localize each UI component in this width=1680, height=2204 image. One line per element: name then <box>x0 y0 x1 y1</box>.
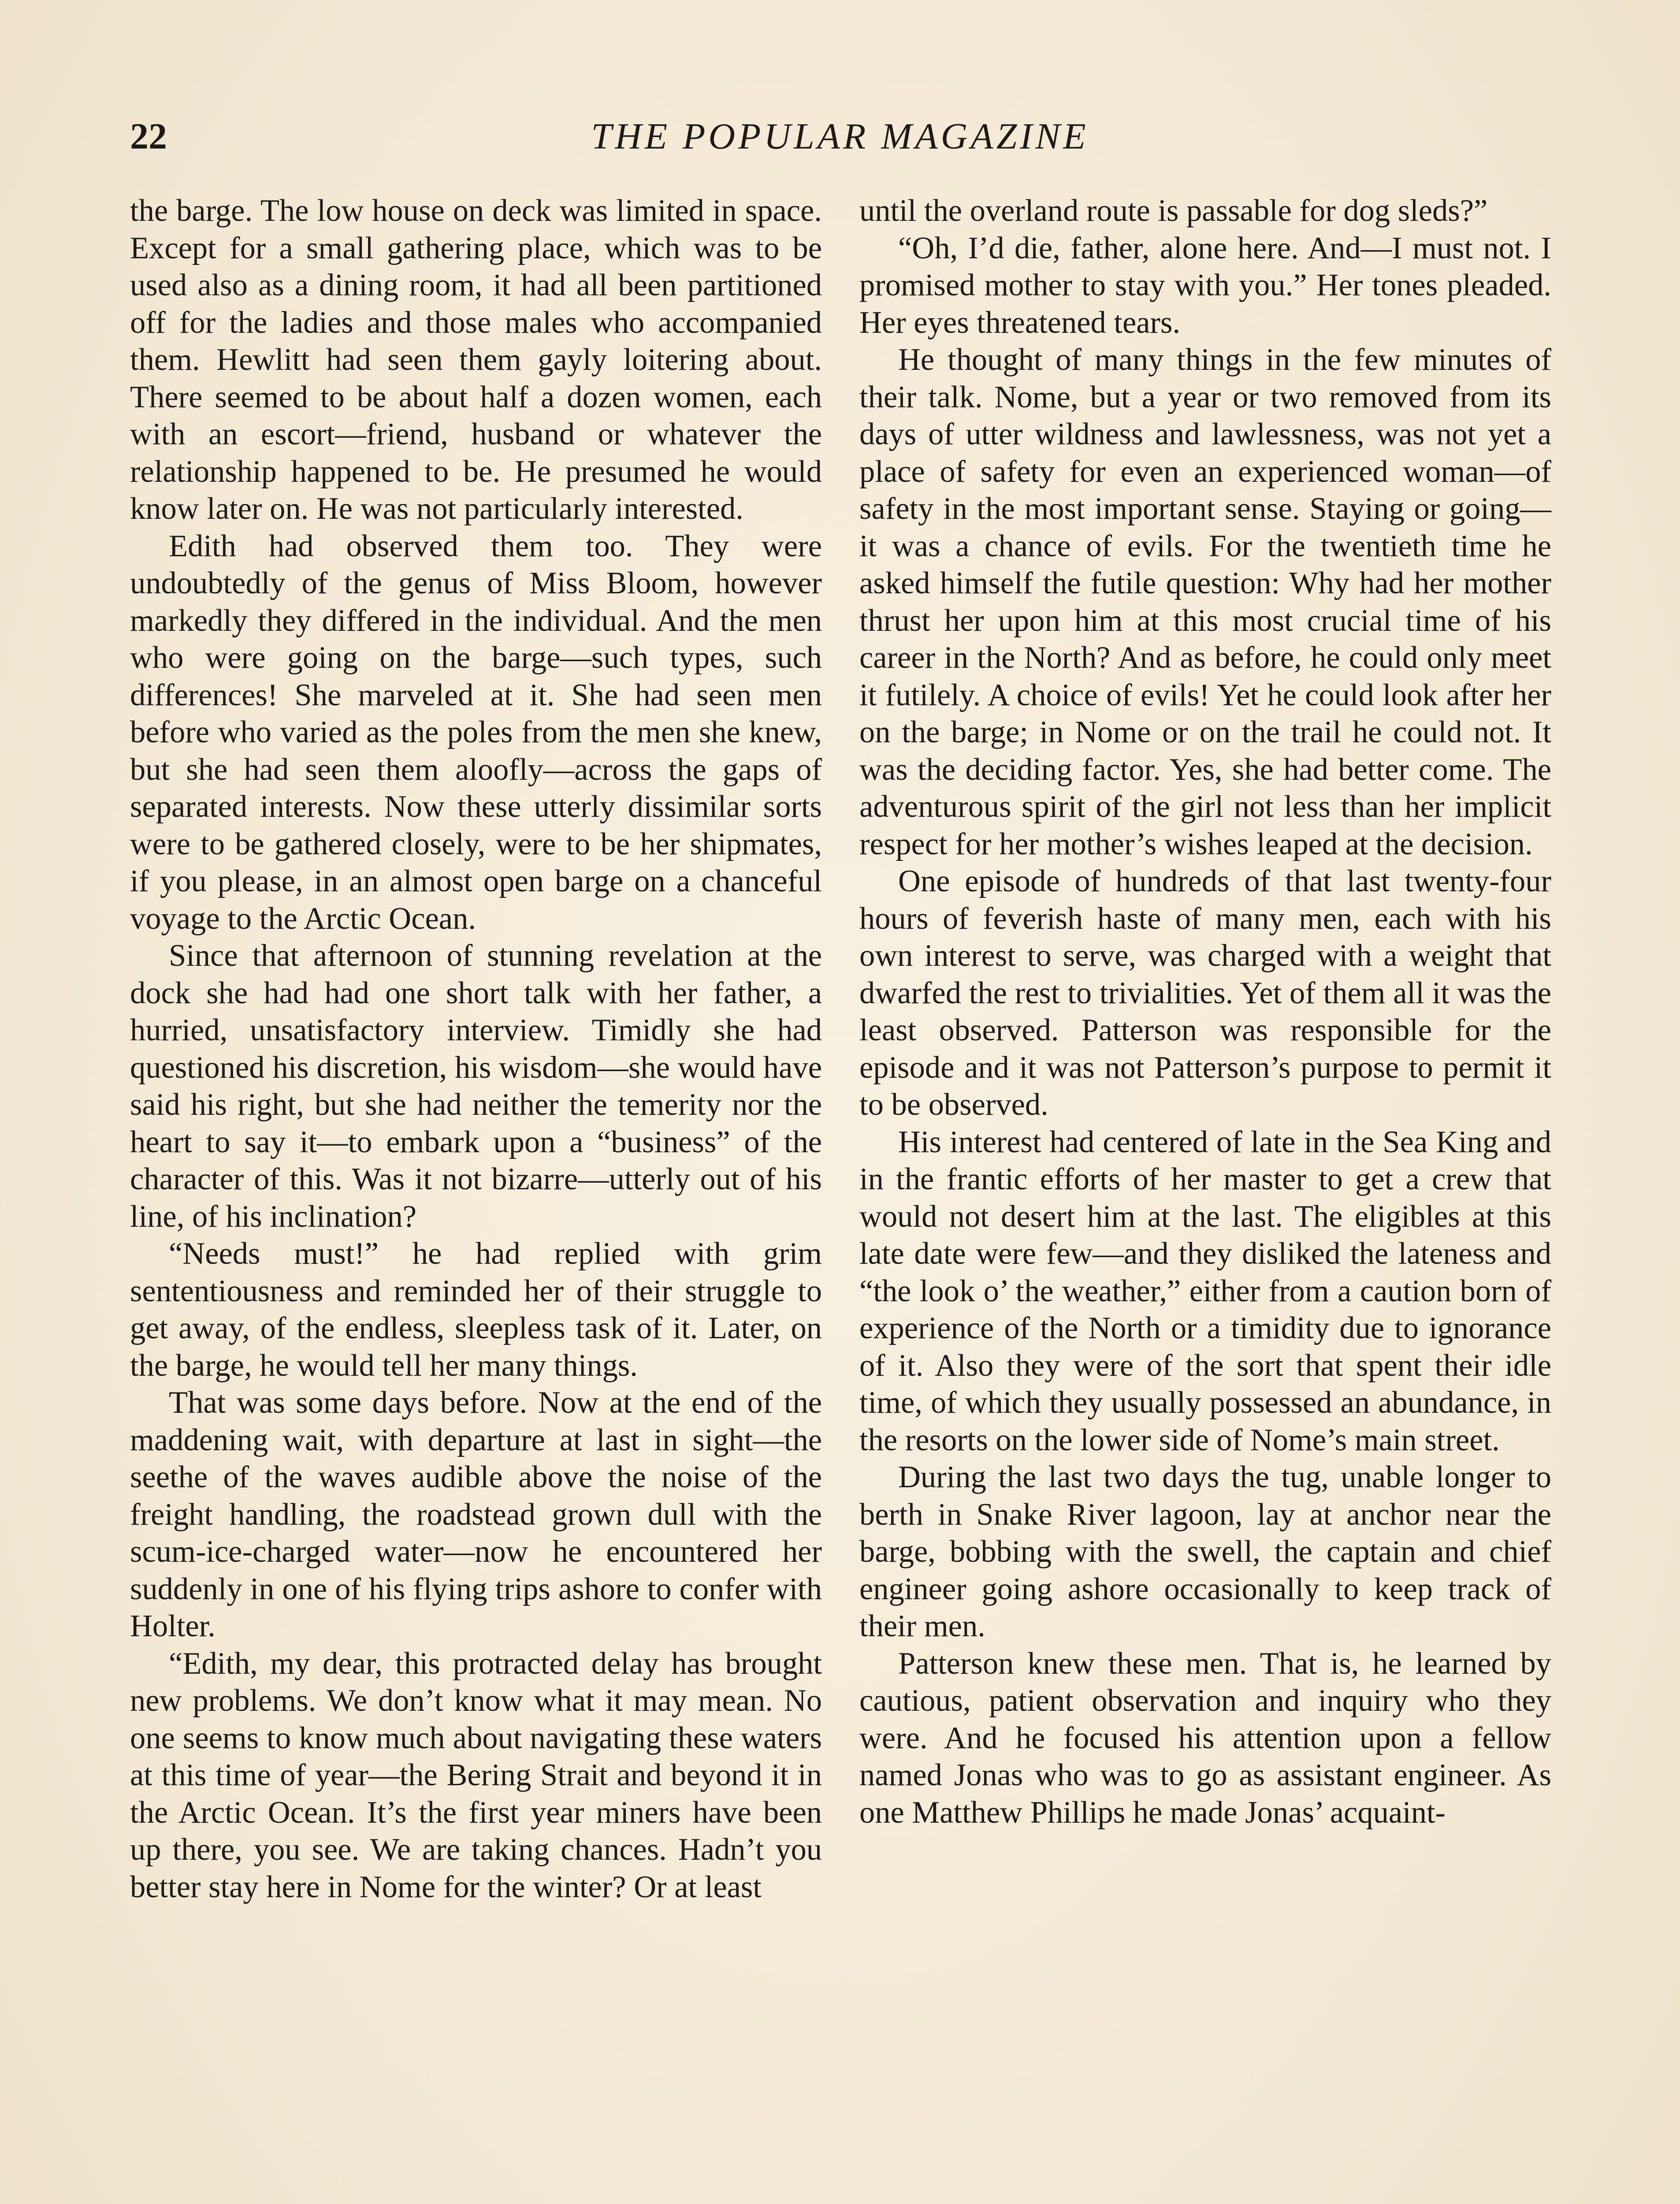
paragraph: “Edith, my dear, this protracted delay has brought new problems. We don’t know what it may mean. No one seems to know much about navigating these waters at this time of year—the Bering Strait and beyond it in the Arctic Ocean. It’s the first year miners have been up there, you see. We are taking chances. Hadn’t you better stay here in Nome for the winter? Or at least <box>130 1646 822 1904</box>
paragraph: Patterson knew these men. That is, he learned by cautious, patient observation and inquiry who they were. And he focused his attention upon a fellow named Jonas who was to go as assistant engineer. As one Matthew Phillips he made Jonas’ acquaint- <box>859 1646 1551 1830</box>
paragraph: Edith had observed them too. They were undoubtedly of the genus of Miss Bloom, however markedly they differed in the individual. And the men who were going on the barge—such types, such differences! She marveled at it. She had seen men before who varied as the poles from the men she knew, but she had seen them aloofly—across the gaps of separated interests. Now these utterly dissimilar sorts were to be gathered closely, were to be her shipmates, if you please, in an almost open barge on a chanceful voyage to the Arctic Ocean. <box>130 529 822 936</box>
paragraph: “Oh, I’d die, father, alone here. And—I must not. I promised mother to stay with you.” Her tones pleaded. Her eyes threatened tears. <box>859 231 1551 340</box>
page-header <box>130 112 1550 161</box>
paragraph: the barge. The low house on deck was limited in space. Except for a small gathering place, which was to be used also as a dining room, it had all been partitioned off for the ladies and those males who accompanied them. Hewlitt had seen them gayly loitering about. There seemed to be about half a dozen women, each with an escort—friend, husband or whatever the relationship happened to be. He presumed he would know later on. He was not particularly interested. <box>130 194 822 526</box>
paragraph: Since that afternoon of stunning revelation at the dock she had had one short talk with her father, a hurried, unsatisfactory interview. Timidly she had questioned his discretion, his wisdom—she would have said his right, but she had neither the temerity nor the heart to say it—to embark upon a “business” of the character of this. Was it not bizarre—utterly out of his line, of his inclination? <box>130 938 822 1234</box>
right-column <box>859 192 1551 1831</box>
paragraph: “Needs must!” he had replied with grim sententiousness and reminded her of their struggle to get away, of the endless, sleepless task of it. Later, on the barge, he would tell her many things. <box>130 1236 822 1383</box>
paragraph: He thought of many things in the few minutes of their talk. Nome, but a year or two removed from its days of utter wildness and lawlessness, was not yet a place of safety for even an experienced woman—of safety in the most important sense. Staying or going—it was a chance of evils. For the twentieth time he asked himself the futile question: Why had her mother thrust her upon him at this most crucial time of his career in the North? And as before, he could only meet it futilely. A choice of evils! Yet he could look after her on the barge; in Nome or on the trail he could not. It was the deciding factor. Yes, she had better come. The adventurous spirit of the girl not less than her implicit respect for her mother’s wishes leaped at the decision. <box>859 343 1551 861</box>
paragraph: His interest had centered of late in the Sea King and in the frantic efforts of her master to get a crew that would not desert him at the last. The eligibles at this late date were few—and they disliked the lateness and “the look o’ the weather,” either from a caution born of experience of the North or a timidity due to ignorance of it. Also they were of the sort that spent their idle time, of which they usually possessed an abundance, in the resorts on the lower side of Nome’s main street. <box>859 1124 1551 1457</box>
running-title: THE POPULAR MAGAZINE <box>591 116 1089 157</box>
page-number: 22 <box>130 116 167 157</box>
paragraph: During the last two days the tug, unable longer to berth in Snake River lagoon, lay at anchor near the barge, bobbing with the swell, the captain and chief engineer going ashore occasionally to keep track of their men. <box>859 1460 1551 1643</box>
paragraph: until the overland route is passable for dog sleds?” <box>859 194 1488 228</box>
paragraph: One episode of hundreds of that last twenty-four hours of feverish haste of many men, each with his own interest to serve, was charged with a weight that dwarfed the rest to trivialities. Yet of them all it was the least observed. Patterson was responsible for the episode and it was not Patterson’s purpose to permit it to be observed. <box>859 864 1551 1122</box>
left-column <box>130 192 822 1906</box>
paragraph: That was some days before. Now at the end of the maddening wait, with departure at last in sight—the seethe of the waves audible above the noise of the freight handling, the roadstead grown dull with the scum-ice-charged water—now he encountered her suddenly in one of his flying trips ashore to confer with Holter. <box>130 1385 822 1643</box>
